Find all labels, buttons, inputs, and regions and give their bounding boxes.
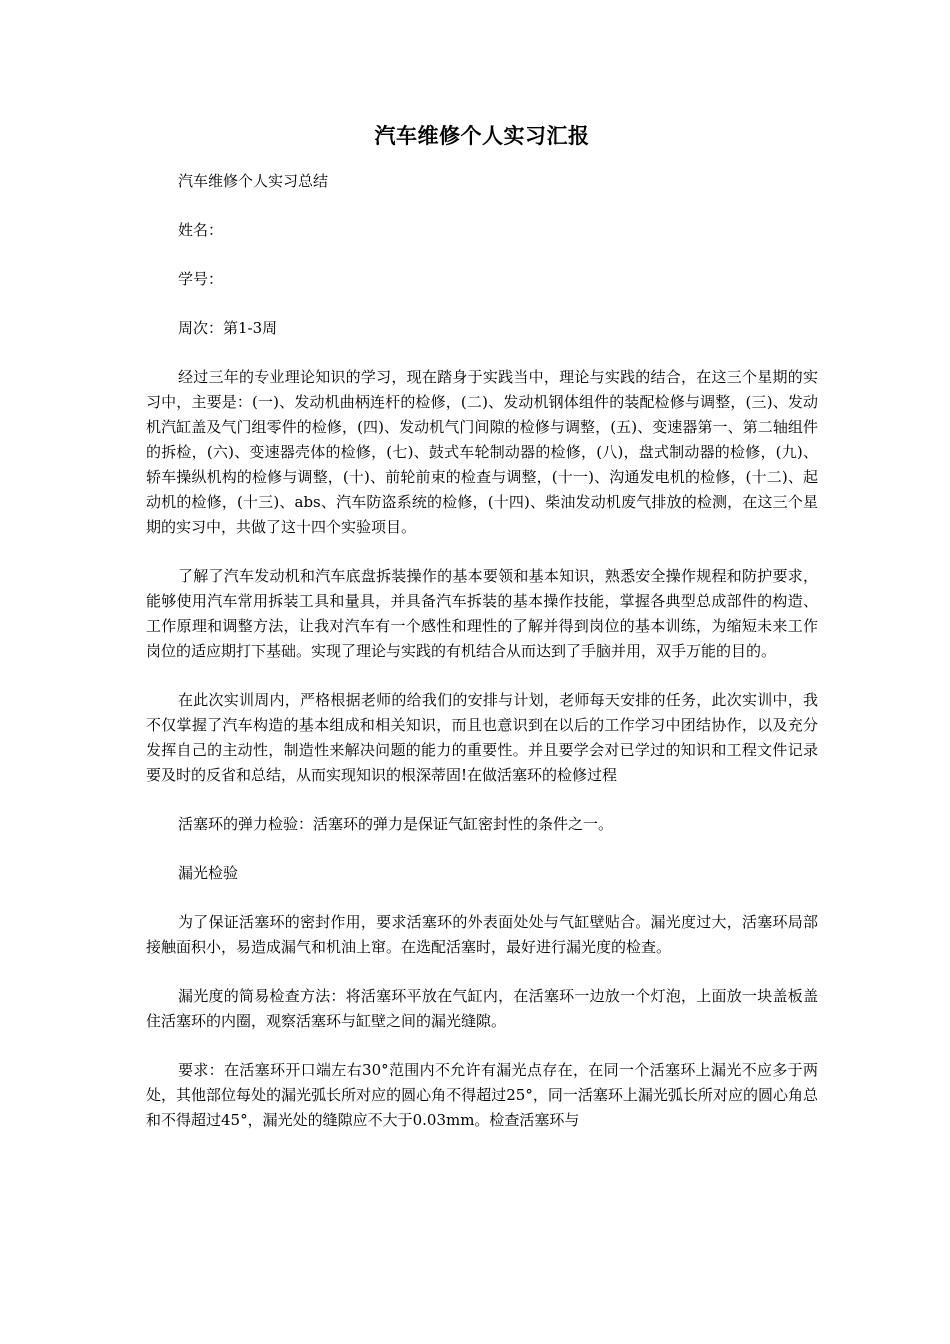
paragraph-piston-ring-elasticity: 活塞环的弹力检验：活塞环的弹力是保证气缸密封性的条件之一。 <box>178 815 614 833</box>
paragraph-light-leak-heading: 漏光检验 <box>178 864 239 882</box>
paragraph-light-leak-purpose: 为了保证活塞环的密封作用，要求活塞环的外表面处处与气缸壁贴合。漏光度过大，活塞环局部接触面积小，易造成漏气和机油上窜。在选配活塞时，最好进行漏光度的检查。 <box>146 913 818 956</box>
paragraph-learning-outcomes: 了解了汽车发动机和汽车底盘拆装操作的基本要领和基本知识，熟悉安全操作规程和防护要求，能够使用汽车常用拆装工具和量具，并具备汽车拆装的基本操作技能，掌握各典型总成部件的构造、工作原理和调整方法，让我对汽车有一个感性和理性的了解并得到岗位的基本训练，为缩短未来工作岗位的适应期打下基础。实现了理论与实践的有机结合从而达到了手脑并用，双手万能的目的。 <box>146 567 818 660</box>
document-title: 汽车维修个人实习汇报 <box>374 124 590 148</box>
paragraph-light-leak-method: 漏光度的简易检查方法：将活塞环平放在气缸内，在活塞环一边放一个灯泡，上面放一块盖板盖住活塞环的内圈，观察活塞环与缸壁之间的漏光缝隙。 <box>146 987 818 1030</box>
document-page <box>146 120 818 1133</box>
paragraph-name-field: 姓名： <box>178 221 224 239</box>
paragraph-student-id-field: 学号： <box>178 270 224 288</box>
paragraph-subtitle: 汽车维修个人实习总结 <box>178 172 329 190</box>
paragraph-training-reflection: 在此次实训周内，严格根据老师的给我们的安排与计划，老师每天安排的任务，此次实训中，我不仅掌握了汽车构造的基本组成和相关知识，而且也意识到在以后的工作学习中团结协作，以及充分发挥自己的主动性，制造性来解决问题的能力的重要性。并且要学会对已学过的知识和工程文件记录要及时的反省和总结，从而实现知识的根深蒂固!在做活塞环的检修过程 <box>146 691 818 784</box>
paragraph-week-field: 周次：第1-3周 <box>178 319 278 337</box>
paragraph-light-leak-requirements: 要求：在活塞环开口端左右30°范围内不允许有漏光点存在，在同一个活塞环上漏光不应多于两处，其他部位每处的漏光弧长所对应的圆心角不得超过25°，同一活塞环上漏光弧长所对应的圆心角总和不得超过45°，漏光处的缝隙应不大于0.03mm。检查活塞环与 <box>146 1061 818 1129</box>
paragraph-internship-overview: 经过三年的专业理论知识的学习，现在踏身于实践当中，理论与实践的结合，在这三个星期的实习中，主要是：(一)、发动机曲柄连杆的检修，(二)、发动机钢体组件的装配检修与调整，(三)、发动机汽缸盖及气门组零件的检修，(四)、发动机气门间隙的检修与调整，(五)、变速器第一、第二轴组件的拆检，(六)、变速器壳体的检修，(七)、鼓式车轮制动器的检修，(八)，盘式制动器的检修，(九)、轿车操纵机构的检修与调整，(十)、前轮前束的检查与调整，(十一)、沟通发电机的检修，(十二)、起动机的检修，(十三)、abs、汽车防盗系统的检修，(十四)、柴油发动机废气排放的检测，在这三个星期的实习中，共做了这十四个实验项目。 <box>146 368 818 536</box>
